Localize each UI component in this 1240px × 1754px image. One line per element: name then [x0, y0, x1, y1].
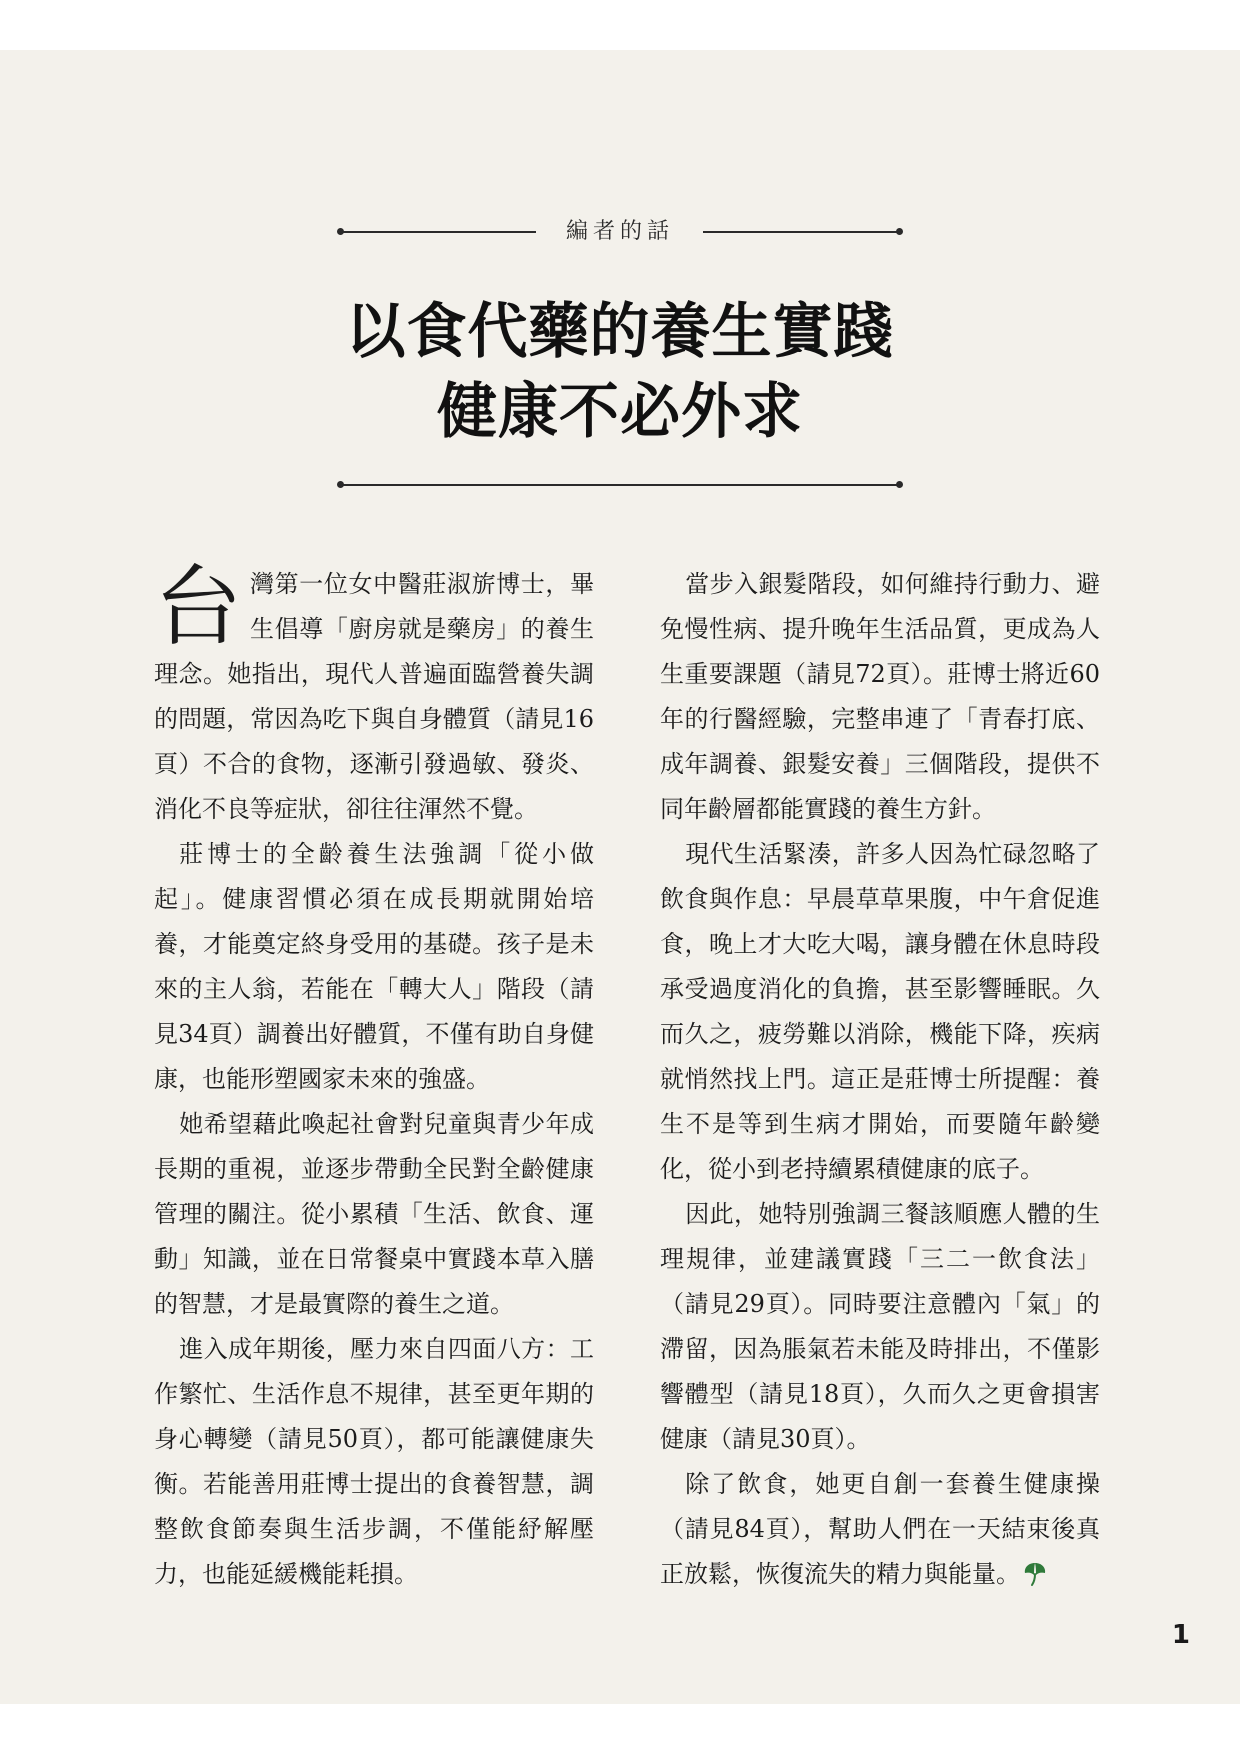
ginkgo-leaf-icon: [1022, 1561, 1048, 1587]
article-paragraph: 莊博士的全齡養生法強調「從小做起」。健康習慣必須在成長期就開始培養，才能奠定終身受用的基礎。孩子是未來的主人翁，若能在「轉大人」階段（請見34頁）調養出好體質，不僅有助自身健康，也能形塑國家未來的強盛。: [154, 840, 594, 1093]
section-label: 編者的話: [565, 219, 674, 244]
bottom-rule: [340, 484, 900, 486]
top-rule-left: [340, 231, 536, 233]
headline-line-1: 以食代藥的養生實踐: [345, 297, 895, 367]
bottom-rule-right-dot: [896, 481, 903, 488]
article-column-left: [154, 555, 594, 1597]
bottom-rule-left-dot: [337, 481, 344, 488]
article-paragraph: 她希望藉此喚起社會對兒童與青少年成長期的重視，並逐步帶動全民對全齡健康管理的關注。從小累積「生活、飲食、運動」知識，並在日常餐桌中實踐本草入膳的智慧，才是最實際的養生之道。: [154, 1110, 594, 1318]
article-paragraph: 進入成年期後，壓力來自四面八方：工作繁忙、生活作息不規律，甚至更年期的身心轉變（請見50頁），都可能讓健康失衡。若能善用莊博士提出的食養智慧，調整飲食節奏與生活步調，不僅能紓解壓力，也能延緩機能耗損。: [154, 1335, 594, 1588]
article-paragraph: [154, 555, 594, 832]
headline-line-2: 健康不必外求: [437, 377, 803, 447]
paragraph-text: 灣第一位女中醫莊淑旂博士，畢生倡導「廚房就是藥房」的養生理念。她指出，現代人普遍面臨營養失調的問題，常因為吃下與自身體質（請見16頁）不合的食物，逐漸引發過敏、發炎、消化不良等症狀，卻往往渾然不覺。: [154, 570, 594, 823]
drop-cap: 台: [154, 555, 243, 658]
article-paragraph: 當步入銀髮階段，如何維持行動力、避免慢性病、提升晚年生活品質，更成為人生重要課題（請見72頁）。莊博士將近60年的行醫經驗，完整串連了「青春打底、成年調養、銀髮安養」三個階段，提供不同年齡層都能實踐的養生方針。: [660, 570, 1100, 823]
top-rule-left-dot: [337, 228, 344, 235]
paragraph-text: 除了飲食，她更自創一套養生健康操（請見84頁），幫助人們在一天結束後真正放鬆，恢復流失的精力與能量。: [660, 1470, 1100, 1588]
article-column-right: [660, 562, 1100, 1597]
top-rule-right: [703, 231, 899, 233]
page-number: 1: [1171, 1620, 1190, 1650]
article-paragraph: 現代生活緊湊，許多人因為忙碌忽略了飲食與作息：早晨草草果腹，中午倉促進食，晚上才大吃大喝，讓身體在休息時段承受過度消化的負擔，甚至影響睡眠。久而久之，疲勞難以消除，機能下降，疾病就悄然找上門。這正是莊博士所提醒：養生不是等到生病才開始，而要隨年齡變化，從小到老持續累積健康的底子。: [660, 840, 1100, 1183]
top-rule-right-dot: [896, 228, 903, 235]
article-paragraph: [660, 1462, 1100, 1597]
article-paragraph: 因此，她特別強調三餐該順應人體的生理規律，並建議實踐「三二一飲食法」（請見29頁）。同時要注意體內「氣」的滯留，因為脹氣若未能及時排出，不僅影響體型（請見18頁），久而久之更會損害健康（請見30頁）。: [660, 1200, 1100, 1453]
